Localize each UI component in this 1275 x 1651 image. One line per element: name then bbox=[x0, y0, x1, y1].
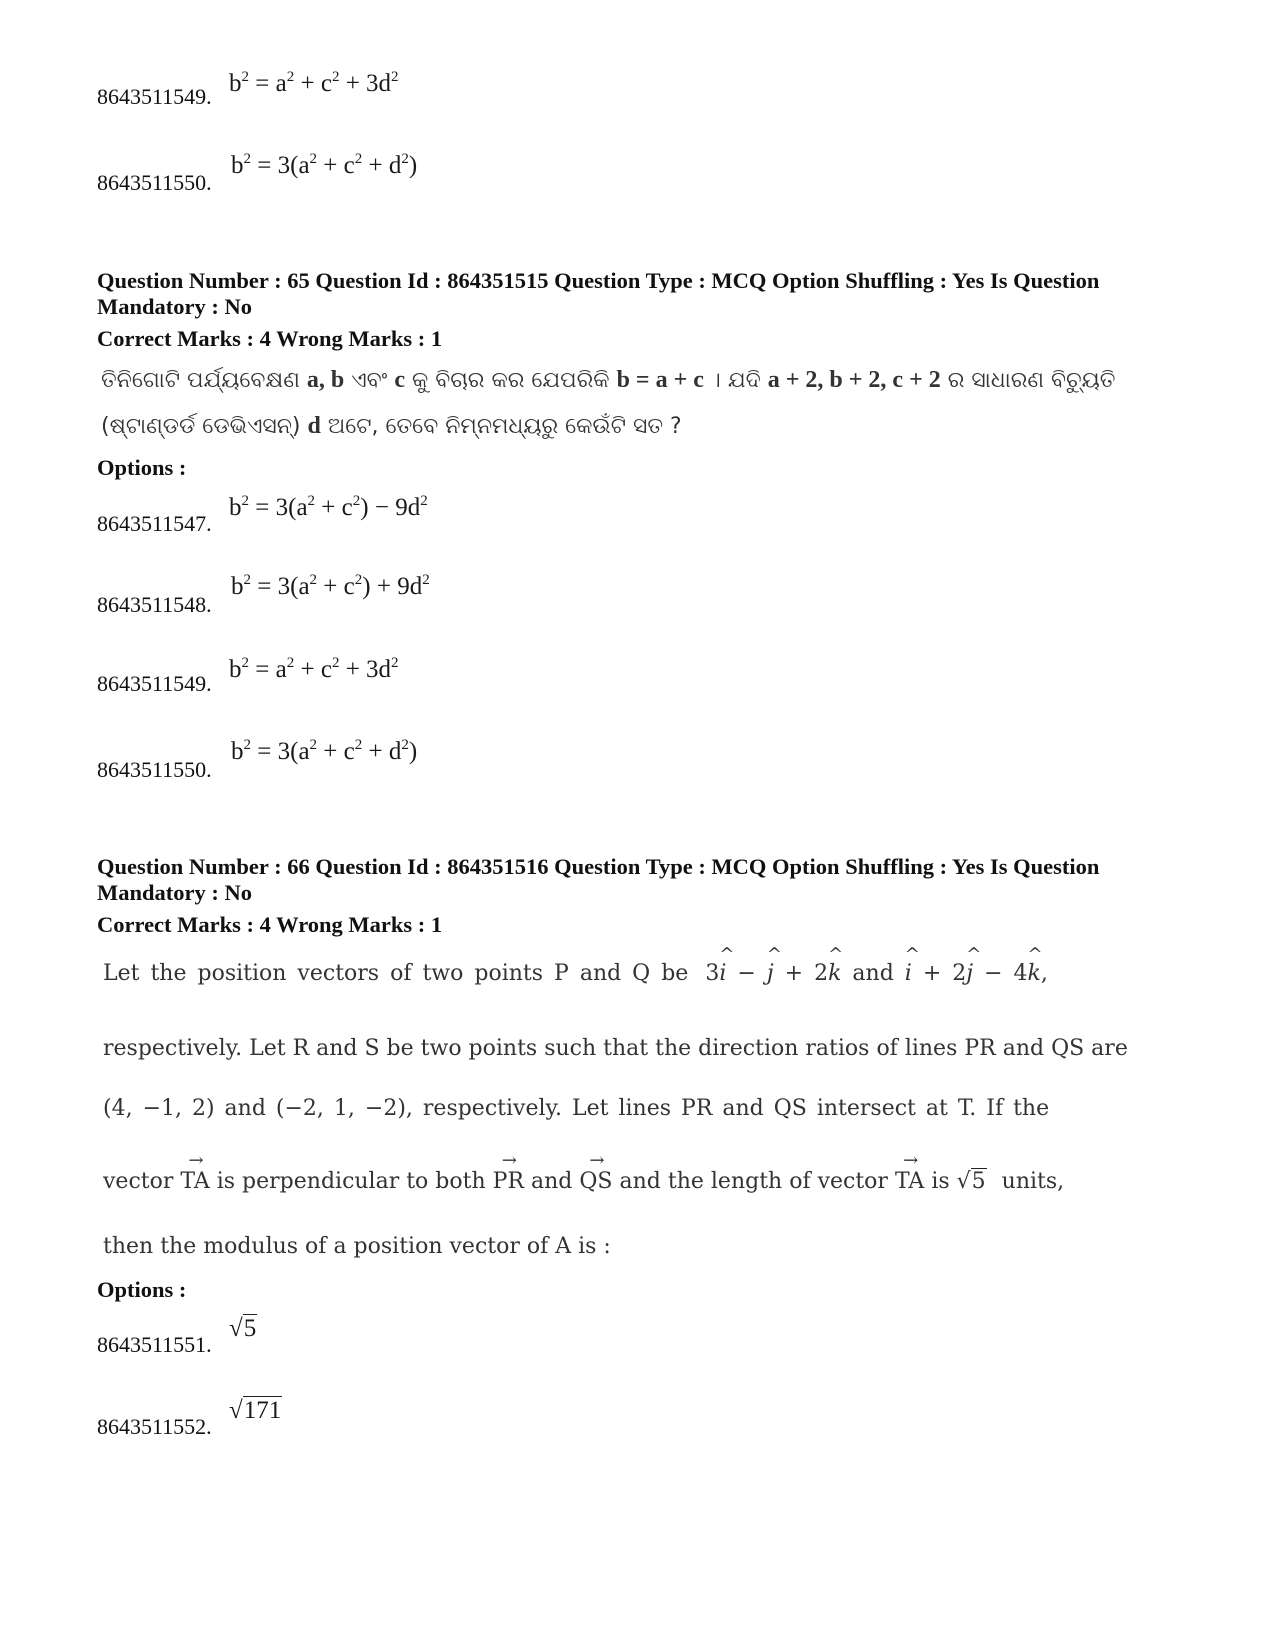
vector-coefficient: − 4 bbox=[984, 961, 1028, 986]
math-fragment: a, b bbox=[306, 367, 345, 393]
options-label: Options : bbox=[97, 455, 187, 480]
question-text-fragment: units, bbox=[1001, 1169, 1065, 1194]
question-text-line bbox=[103, 961, 1048, 986]
option-expression: $b^2 = 3(a^2 + c^2) - 9d^2$ bbox=[229, 493, 428, 521]
vector-operator: − bbox=[737, 961, 756, 986]
question-text-line bbox=[101, 413, 682, 440]
question-mandatory: Mandatory : No bbox=[97, 880, 252, 905]
question-text-fragment: and the length of vector bbox=[619, 1169, 888, 1194]
unit-vector-i: ^ i bbox=[905, 961, 912, 986]
question-text-fragment: and bbox=[852, 961, 894, 986]
question-text-fragment: Let the position vectors of two points P and Q be bbox=[103, 961, 689, 986]
option-expression: $b^2 = a^2 + c^2 + 3d^2$ bbox=[229, 69, 399, 97]
question-text-fragment: କୁ ବିଚାର କର ଯେପରିକି bbox=[411, 368, 610, 393]
option-expression: $b^2 = 3(a^2 + c^2 + d^2)$ bbox=[231, 737, 418, 765]
options-label: Options : bbox=[97, 1277, 187, 1302]
question-text-fragment: (ଷ୍ଟାଣ୍ଡର୍ଡ ଡେଭିଏସନ୍) bbox=[101, 414, 301, 439]
question-text-fragment: is bbox=[931, 1169, 950, 1194]
option-id: 8643511550. bbox=[97, 170, 212, 195]
question-text-line: respectively. Let R and S be two points such that the direction ratios of lines PR and QS are bbox=[103, 1036, 1128, 1061]
vector-PR: → PR bbox=[493, 1169, 524, 1194]
math-fragment: d bbox=[307, 413, 321, 439]
option-id: 8643511549. bbox=[97, 671, 212, 696]
vector-TA: → TA bbox=[180, 1169, 209, 1194]
question-text-fragment: । ଯଦି bbox=[710, 368, 761, 393]
option-id: 8643511549. bbox=[97, 84, 212, 109]
unit-vector-k: ^ k bbox=[1028, 961, 1041, 986]
unit-vector-j: ^ j bbox=[966, 961, 973, 986]
option-id: 8643511548. bbox=[97, 592, 212, 617]
math-fragment: c bbox=[394, 367, 405, 393]
option-expression: $b^2 = a^2 + c^2 + 3d^2$ bbox=[229, 655, 399, 683]
unit-vector-k: ^ k bbox=[828, 961, 841, 986]
option-id: 8643511550. bbox=[97, 757, 212, 782]
option-id: 8643511552. bbox=[97, 1414, 212, 1439]
option-id: 8643511551. bbox=[97, 1332, 212, 1357]
unit-vector-i: ^ i bbox=[719, 961, 726, 986]
square-root: √5 bbox=[956, 1169, 986, 1194]
question-text-fragment: and bbox=[531, 1169, 573, 1194]
question-text-fragment: ଏବଂ bbox=[351, 368, 388, 393]
vector-QS: → QS bbox=[579, 1169, 612, 1194]
vector-P bbox=[705, 961, 852, 986]
option-id: 8643511547. bbox=[97, 511, 212, 536]
radicand: 171 bbox=[243, 1397, 282, 1424]
radicand: 5 bbox=[243, 1315, 257, 1342]
question-text-line: then the modulus of a position vector of A is : bbox=[103, 1234, 611, 1259]
square-root: √5 bbox=[229, 1315, 257, 1342]
radicand: 5 bbox=[971, 1169, 986, 1194]
question-text-fragment: is perpendicular to both bbox=[216, 1169, 486, 1194]
question-mandatory: Mandatory : No bbox=[97, 294, 252, 319]
square-root: √171 bbox=[229, 1397, 282, 1424]
question-text-line bbox=[103, 1168, 1064, 1194]
question-text-line: (4, −1, 2) and (−2, 1, −2), respectively. Let lines PR and QS intersect at T. If the bbox=[103, 1096, 1050, 1121]
question-text-fragment: ଅଟେ, ତେବେ ନିମ୍ନମଧ୍ୟରୁ କେଉଁଟି ସତ ? bbox=[327, 414, 682, 439]
question-header: Question Number : 65 Question Id : 864351515 Question Type : MCQ Option Shuffling : Yes Is Question bbox=[97, 268, 1100, 293]
question-text-fragment: ର ସାଧାରଣ ବିଚ୍ୟୁତି bbox=[947, 368, 1116, 393]
question-text-line bbox=[101, 367, 1116, 394]
option-expression bbox=[229, 1314, 257, 1343]
vector-coefficient: + 2 bbox=[922, 961, 967, 986]
question-marks: Correct Marks : 4 Wrong Marks : 1 bbox=[97, 326, 443, 351]
vector-coefficient: 3 bbox=[705, 961, 720, 986]
question-text-fragment: vector bbox=[103, 1169, 174, 1194]
option-expression bbox=[229, 1396, 282, 1425]
question-header: Question Number : 66 Question Id : 864351516 Question Type : MCQ Option Shuffling : Yes Is Question bbox=[97, 854, 1100, 879]
vector-coefficient: + 2 bbox=[784, 961, 829, 986]
math-fragment: b = a + c bbox=[616, 367, 704, 393]
vector-Q: ^ i + 2^ j − 4^ k, bbox=[905, 961, 1048, 986]
question-text-fragment: ତିନିଗୋଟି ପର୍ଯ୍ୟବେକ୍ଷଣ bbox=[101, 368, 300, 393]
option-expression: $b^2 = 3(a^2 + c^2 + d^2)$ bbox=[231, 151, 418, 179]
unit-vector-j: ^ j bbox=[767, 961, 774, 986]
option-expression: $b^2 = 3(a^2 + c^2) + 9d^2$ bbox=[231, 572, 430, 600]
math-fragment: a + 2, b + 2, c + 2 bbox=[767, 367, 941, 393]
question-marks: Correct Marks : 4 Wrong Marks : 1 bbox=[97, 912, 443, 937]
vector-TA: → TA bbox=[895, 1169, 924, 1194]
